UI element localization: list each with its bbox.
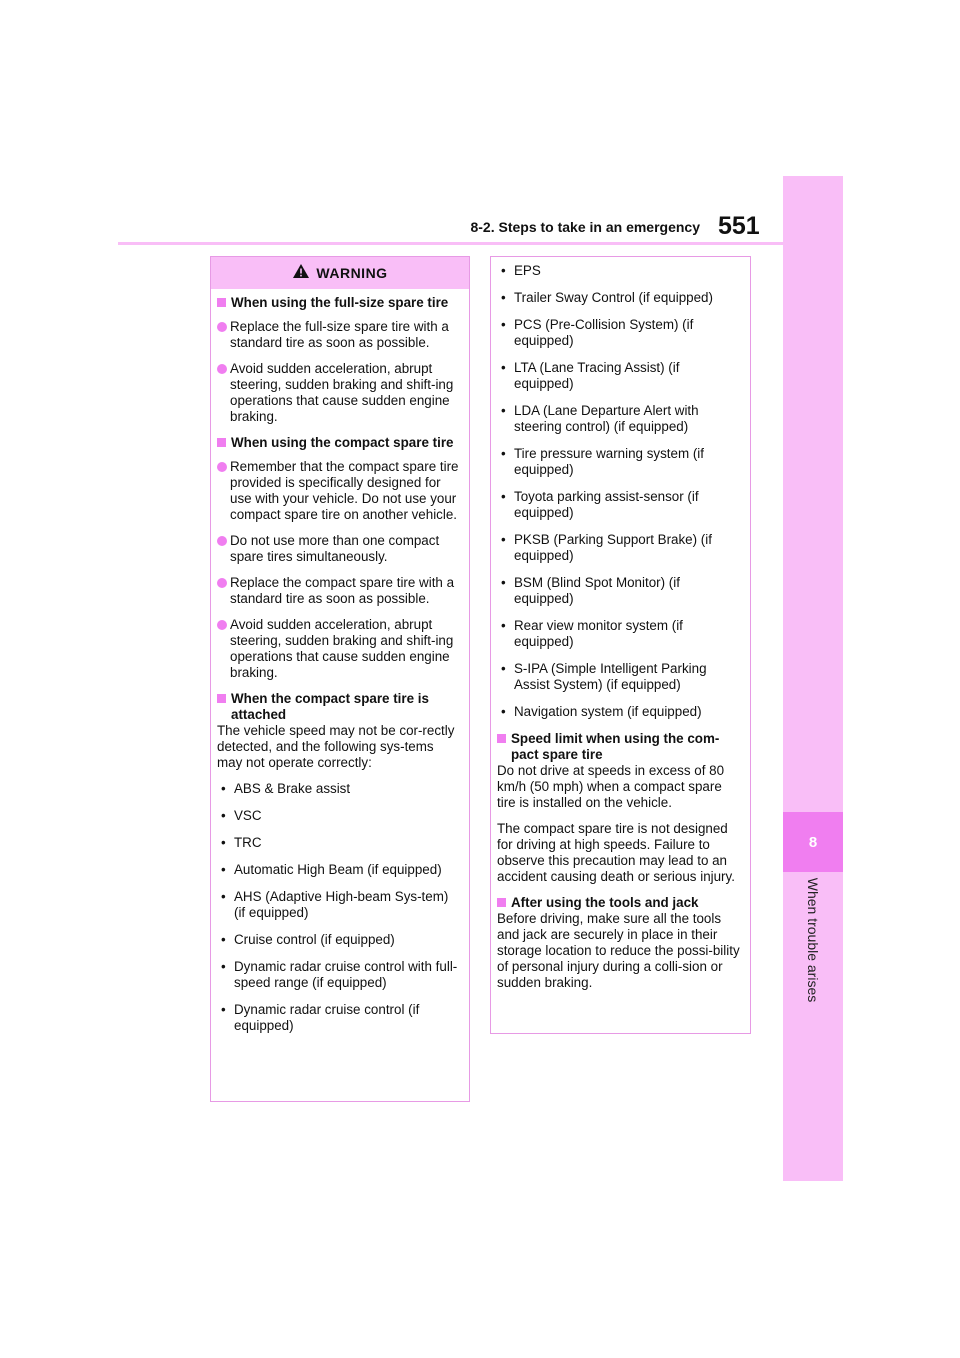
paragraph: Before driving, make sure all the tools and jack are securely in place in their storage location to reduce the possi-bility of personal injury during a colli-sion or sudden braking. — [497, 911, 740, 990]
section-title: 8-2. Steps to take in an emergency — [470, 219, 700, 235]
dot-bullet-icon — [217, 536, 227, 546]
dot-bullet-icon — [217, 620, 227, 630]
warning-box-right — [490, 256, 751, 1034]
square-bullet-icon — [217, 298, 226, 307]
square-bullet-icon — [497, 898, 506, 907]
list-item: • Automatic High Beam (if equipped) — [221, 862, 442, 877]
list-item: • S-IPA (Simple Intelligent Parking Assist System) (if equipped) — [501, 661, 707, 692]
list-item: • Cruise control (if equipped) — [221, 932, 395, 947]
list-item: • BSM (Blind Spot Monitor) (if equipped) — [501, 575, 680, 606]
list-item: Replace the compact spare tire with a standard tire as soon as possible. — [217, 575, 461, 607]
section-heading: Speed limit when using the com-pact spare tire — [497, 731, 742, 763]
list-item: • TRC — [221, 835, 262, 850]
list-item: Avoid sudden acceleration, abrupt steering, sudden braking and shift-ing operations that cause sudden engine braking. — [217, 361, 461, 425]
list-item: • Toyota parking assist-sensor (if equipped) — [501, 489, 699, 520]
chapter-label: When trouble arises — [805, 877, 821, 1003]
list-item: Avoid sudden acceleration, abrupt steering, sudden braking and shift-ing operations that cause sudden engine braking. — [217, 617, 461, 681]
warning-label: WARNING — [316, 265, 388, 281]
list-item: Remember that the compact spare tire provided is specifically designed for use with your vehicle. Do not use your compact spare tire on another vehicle. — [217, 459, 461, 523]
dot-bullet-icon — [217, 578, 227, 588]
dot-bullet-icon — [217, 322, 227, 332]
dot-bullet-icon — [217, 462, 227, 472]
square-bullet-icon — [217, 694, 226, 703]
paragraph: The vehicle speed may not be cor-rectly detected, and the following sys-tems may not operate correctly: — [217, 723, 455, 770]
square-bullet-icon — [217, 438, 226, 447]
section-heading: When using the full-size spare tire — [217, 295, 461, 311]
list-item: • AHS (Adaptive High-beam Sys-tem) (if equipped) — [221, 889, 449, 920]
list-item: • ABS & Brake assist — [221, 781, 351, 796]
list-item: • VSC — [221, 808, 262, 823]
chapter-number: 8 — [783, 812, 843, 872]
list-item: Do not use more than one compact spare tires simultaneously. — [217, 533, 461, 565]
square-bullet-icon — [497, 734, 506, 743]
list-item: • PCS (Pre-Collision System) (if equipped) — [501, 317, 694, 348]
section-heading: When the compact spare tire is attached — [217, 691, 461, 723]
list-item: • EPS — [501, 263, 541, 278]
dot-bullet-icon — [217, 364, 227, 374]
list-item: • Rear view monitor system (if equipped) — [501, 618, 683, 649]
list-item: • LDA (Lane Departure Alert with steering control) (if equipped) — [501, 403, 699, 434]
list-item: • PKSB (Parking Support Brake) (if equipped) — [501, 532, 712, 563]
warning-triangle-icon — [292, 263, 310, 283]
list-item: Replace the full-size spare tire with a standard tire as soon as possible. — [217, 319, 461, 351]
paragraph: The compact spare tire is not designed for driving at high speeds. Failure to observe this precaution may lead to an accident causing death or serious injury. — [497, 821, 735, 884]
section-heading: After using the tools and jack — [497, 895, 742, 911]
list-item: • Trailer Sway Control (if equipped) — [501, 290, 713, 305]
section-heading: When using the compact spare tire — [217, 435, 461, 451]
list-item: • Dynamic radar cruise control (if equipped) — [221, 1002, 420, 1033]
list-item: • Navigation system (if equipped) — [501, 704, 702, 719]
warning-box-left — [210, 256, 470, 1102]
chapter-side-tab — [783, 176, 843, 1181]
page-number: 551 — [718, 212, 760, 240]
warning-header — [211, 257, 469, 289]
list-item: • Tire pressure warning system (if equipped) — [501, 446, 704, 477]
header-divider — [118, 242, 783, 245]
list-item: • LTA (Lane Tracing Assist) (if equipped) — [501, 360, 680, 391]
list-item: • Dynamic radar cruise control with full-speed range (if equipped) — [221, 959, 458, 990]
paragraph: Do not drive at speeds in excess of 80 km/h (50 mph) when a compact spare tire is installed on the vehicle. — [497, 763, 725, 810]
